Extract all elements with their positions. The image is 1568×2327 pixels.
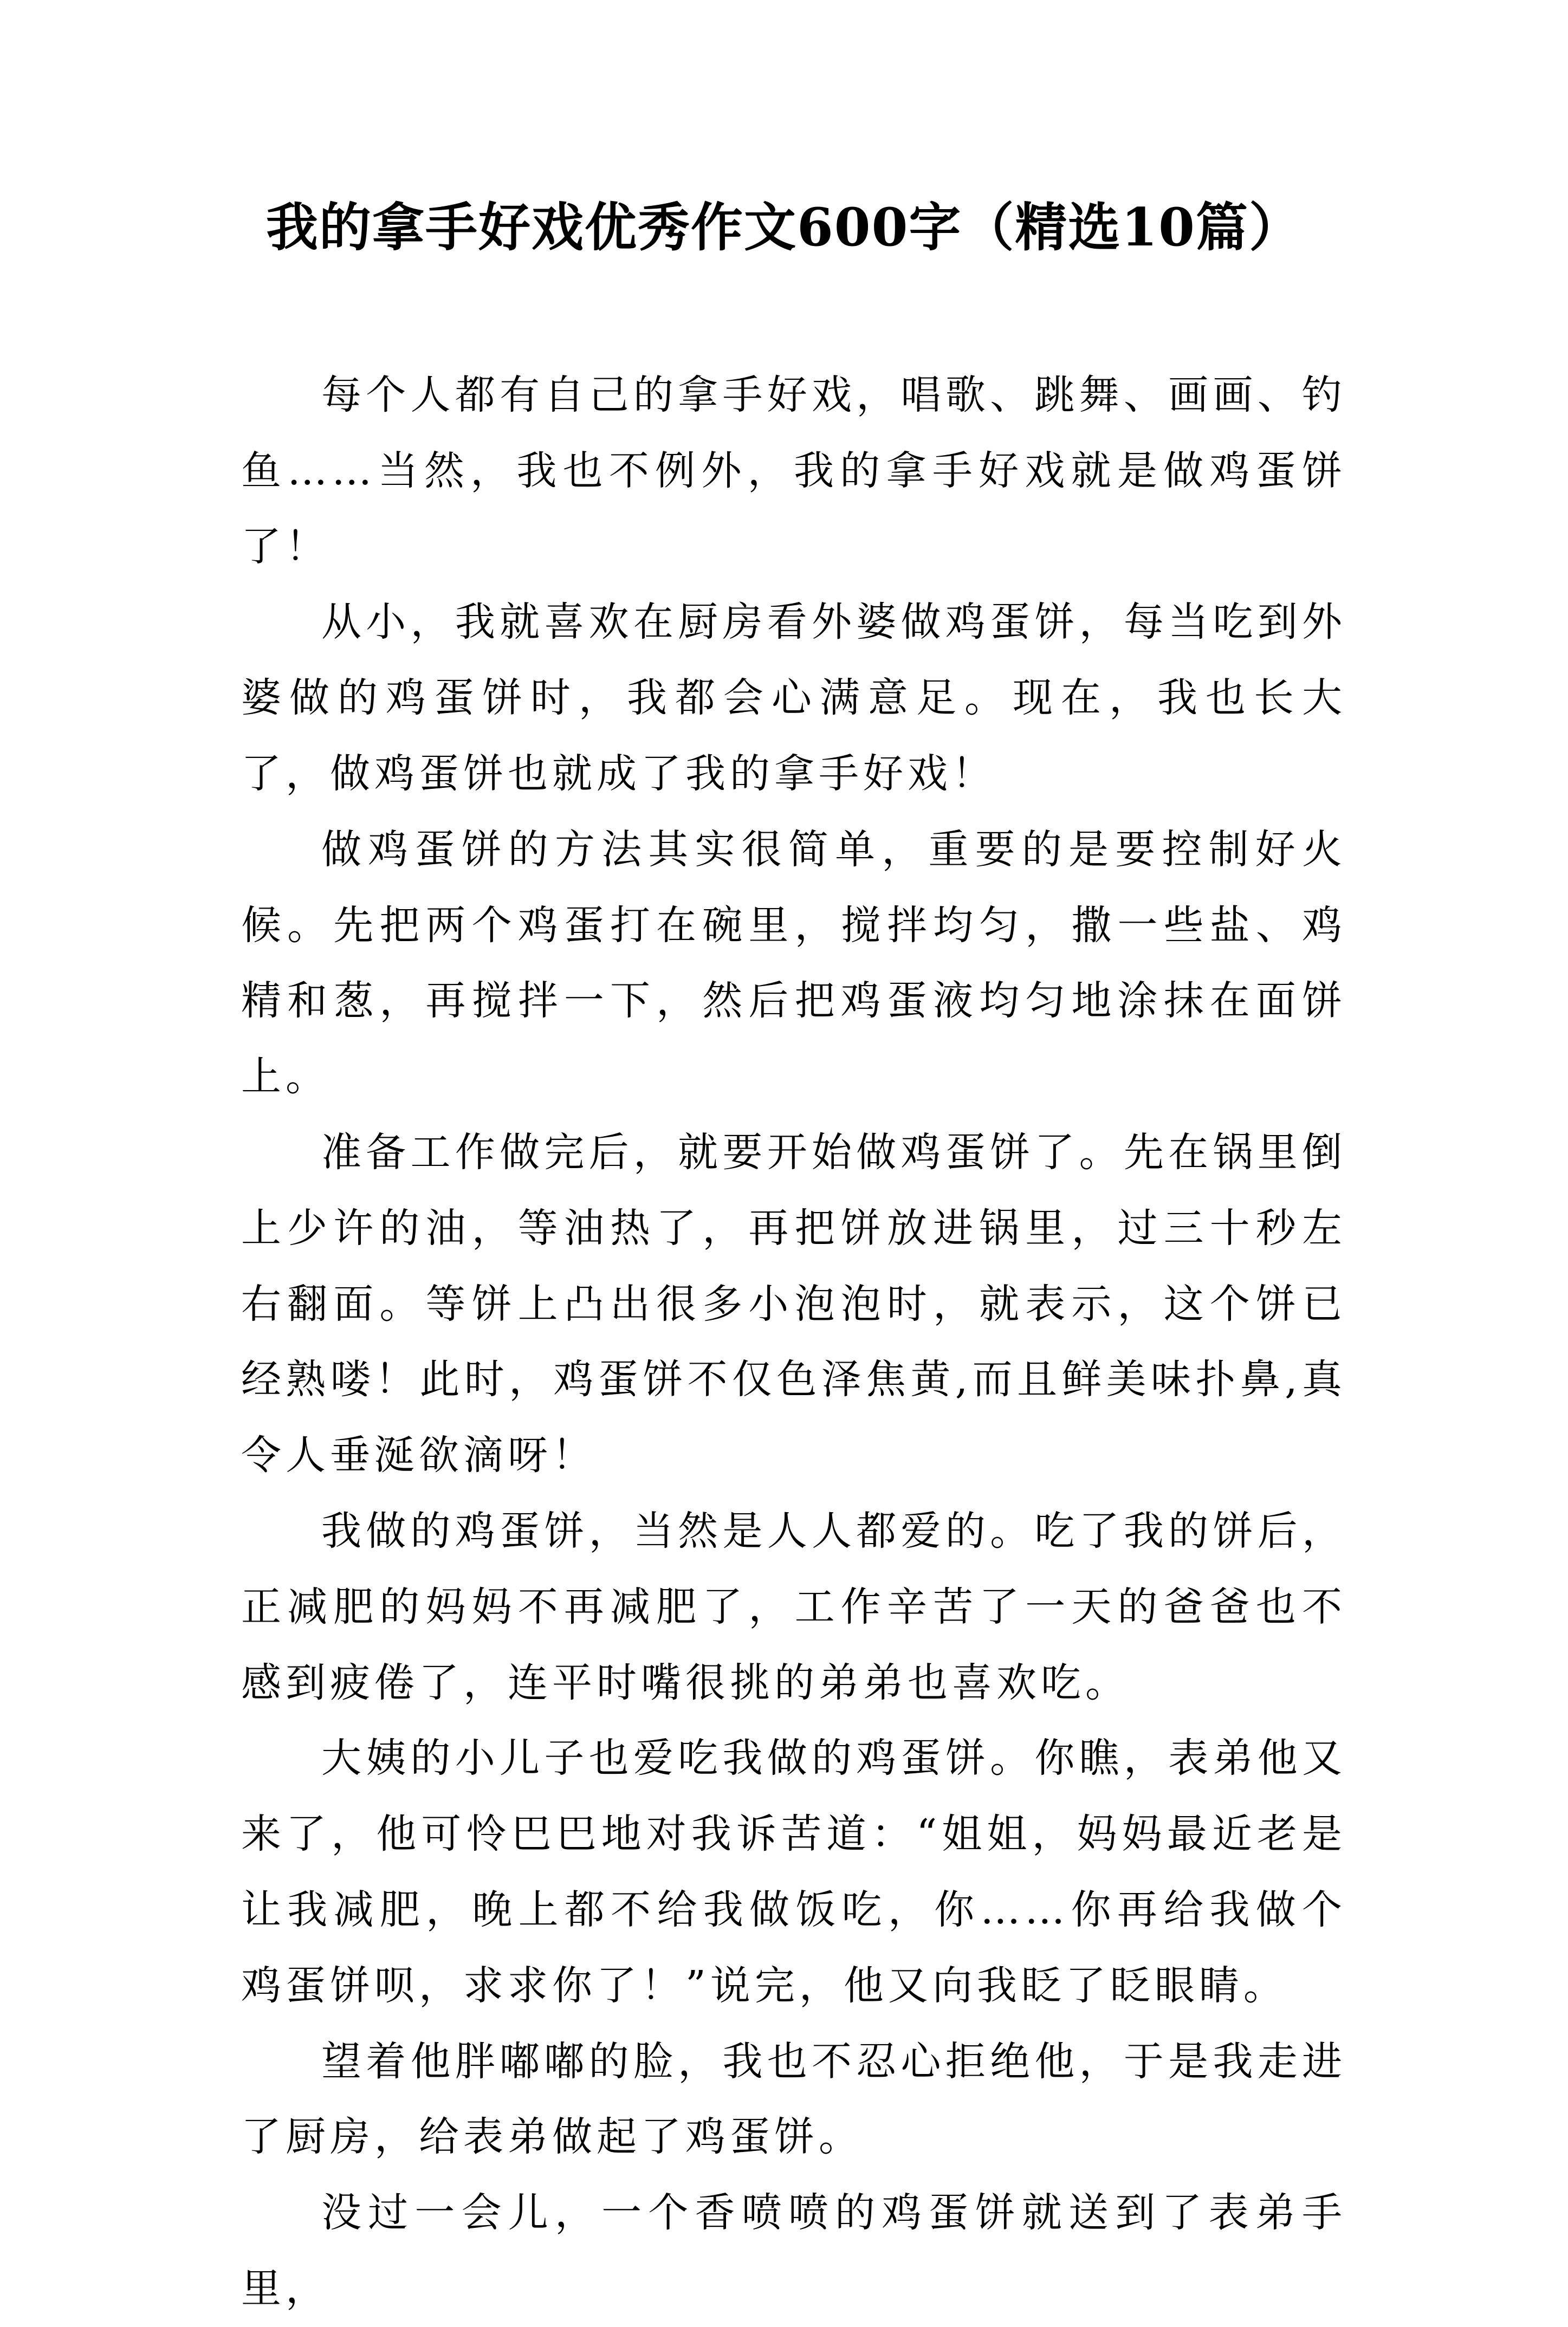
document-body — [241, 358, 1346, 2327]
paragraph: 每个人都有自己的拿手好戏，唱歌、跳舞、画画、钓鱼……当然，我也不例外，我的拿手好戏就是做鸡蛋饼了！ — [241, 372, 1346, 570]
paragraph: 做鸡蛋饼的方法其实很简单，重要的是要控制好火候。先把两个鸡蛋打在碗里，搅拌均匀，撒一些盐、鸡精和葱，再搅拌一下，然后把鸡蛋液均匀地涂抹在面饼上。 — [241, 826, 1346, 1100]
paragraph: 从小，我就喜欢在厨房看外婆做鸡蛋饼，每当吃到外婆做的鸡蛋饼时，我都会心满意足。现在，我也长大了，做鸡蛋饼也就成了我的拿手好戏！ — [241, 599, 1346, 797]
paragraph: 望着他胖嘟嘟的脸，我也不忍心拒绝他，于是我走进了厨房，给表弟做起了鸡蛋饼。 — [241, 2038, 1346, 2161]
document-title: 我的拿手好戏优秀作文600字（精选10篇） — [266, 197, 1302, 258]
paragraph: 大姨的小儿子也爱吃我做的鸡蛋饼。你瞧，表弟他又来了，他可怜巴巴地对我诉苦道：“姐姐，妈妈最近老是让我减肥，晚上都不给我做饭吃，你……你再给我做个鸡蛋饼呗，求求你了！”说完，他又向我眨了眨眼睛。 — [241, 1735, 1346, 2009]
paragraph: 没过一会儿，一个香喷喷的鸡蛋饼就送到了表弟手里， — [241, 2189, 1346, 2312]
paragraph: 准备工作做完后，就要开始做鸡蛋饼了。先在锅里倒上少许的油，等油热了，再把饼放进锅里，过三十秒左右翻面。等饼上凸出很多小泡泡时，就表示，这个饼已经熟喽！此时，鸡蛋饼不仅色泽焦黄,而且鲜美味扑鼻,真令人垂涎欲滴呀！ — [241, 1129, 1346, 1479]
paragraph: 我做的鸡蛋饼，当然是人人都爱的。吃了我的饼后，正减肥的妈妈不再减肥了，工作辛苦了一天的爸爸也不感到疲倦了，连平时嘴很挑的弟弟也喜欢吃。 — [241, 1507, 1346, 1706]
